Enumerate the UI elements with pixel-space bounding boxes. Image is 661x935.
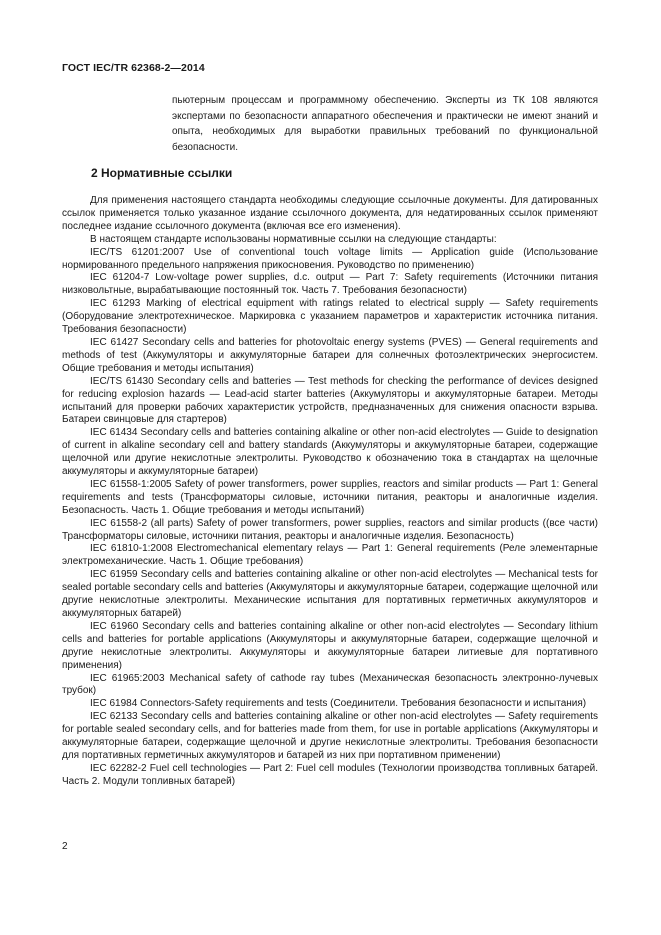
reference-item: IEC 61984 Connectors-Safety requirements and tests (Соединители. Требования безопасности и испытания) — [90, 698, 587, 710]
reference-item: IEC 61959 Secondary cells and batteries containing alkaline or other non-acid electrolytes — Mechanical tests for sealed portable secondary cells and batteries (Аккумуляторы и аккумуляторные батареи, содержащие щелочной или другие некислотные электролиты. Механические испытания для портативных герметичных аккумуляторов и аккумуляторных батарей) — [62, 569, 598, 619]
document-header: ГОСТ IEC/TR 62368-2—2014 — [62, 62, 205, 74]
reference-item: IEC 61965:2003 Mechanical safety of cathode ray tubes (Механическая безопасность электронно-лучевых трубок) — [62, 672, 598, 697]
section-title: 2 Нормативные ссылки — [91, 166, 233, 180]
reference-item: IEC 61558-2 (all parts) Safety of power transformers, power supplies, reactors and similar products ((все части) Трансформаторы силовые, источники питания, реакторы и аналогичные изделия. Безопасность) — [62, 517, 598, 542]
reference-item: IEC/TS 61430 Secondary cells and batteries — Test methods for checking the performance of devices designed for reducing explosion hazards — Lead-acid starter batteries (Аккумуляторы и аккумуляторные батареи. Методы испытаний для проверки рабочих характеристик устройств, предназначенных для снижения опасности взрыва. Батареи свинцовые для стартеров) — [62, 375, 598, 426]
reference-item: IEC 61427 Secondary cells and batteries for photovoltaic energy systems (PVES) — General requirements and methods of test (Аккумуляторы и аккумуляторные батареи для солнечных фотоэлектрических энергосистем. Общие требования и методы испытания) — [62, 336, 598, 374]
reference-item: IEC 61558-1:2005 Safety of power transformers, power supplies, reactors and similar products — Part 1: General requirements and tests (Трансформаторы силовые, источники питания, реакторы и аналогичные изделия. Безопасность. Часть 1. Общие требования и методы испытаний) — [62, 478, 598, 516]
paragraph-intro: Для применения настоящего стандарта необходимы следующие ссылочные документы. Для датированных ссылок применяется только указанное издание ссылочного документа, для недатированных ссылок применяют последнее издание ссылочного документа (включая все его изменения). — [62, 195, 598, 232]
reference-item: IEC 61960 Secondary cells and batteries containing alkaline or other non-acid electrolytes — Secondary lithium cells and batteries for portable applications (Аккумуляторы и аккумуляторные батареи, содержащие щелочной и другие некислотные электролиты. Аккумуляторы и аккумуляторные батареи литиевые для портативного применения) — [62, 620, 598, 671]
paragraph-intro-2: В настоящем стандарте использованы нормативные ссылки на следующие стандарты: — [90, 233, 497, 245]
reference-item: IEC 62133 Secondary cells and batteries containing alkaline or other non-acid electrolytes — Safety requirements for portable sealed secondary cells, and for batteries made from them, for use in portable applications (Аккумуляторы и аккумуляторные батареи, содержащие щелочной и другие некислотные электролиты. Требования безопасности для портативных герметичных аккумуляторов и батарей из них при портативном применении) — [62, 711, 598, 761]
intro-paragraph: пьютерным процессам и программному обеспечению. Эксперты из ТК 108 являются экспертами по безопасности аппаратного обеспечения и практически не имеют знаний и опыта, необходимых для выработки правильных требований по функциональной безопасности. — [172, 95, 598, 153]
reference-item: IEC 61434 Secondary cells and batteries containing alkaline or other non-acid electrolytes — Guide to designation of current in alkaline secondary cell and battery standards (Аккумуляторы и аккумуляторные батареи, содержащие щелочной или другие некислотные электролиты. Руководство к обозначению тока в стандартах на щелочные аккумуляторы и аккумуляторные батареи) — [62, 427, 598, 478]
reference-item: IEC/TS 61201:2007 Use of conventional touch voltage limits — Application guide (Использование нормированного предельного напряжения прикосновения. Руководство по применению) — [62, 246, 598, 271]
references-list — [62, 195, 598, 789]
reference-item: IEC 61810-1:2008 Electromechanical elementary relays — Part 1: General requirements (Реле элементарные электромеханические. Часть 1. Общие требования) — [62, 543, 598, 568]
reference-item: IEC 61204-7 Low-voltage power supplies, d.c. output — Part 7: Safety requirements (Источники питания низковольтные, вырабатывающие постоянный ток. Часть 7. Требования безопасности) — [62, 272, 598, 297]
page-number: 2 — [62, 841, 68, 852]
reference-item: IEC 62282-2 Fuel cell technologies — Part 2: Fuel cell modules (Технологии производства топливных батарей. Часть 2. Модули топливных батарей) — [62, 762, 598, 787]
reference-item: IEC 61293 Marking of electrical equipment with ratings related to electrical supply — Safety requirements (Оборудование электротехническое. Маркировка с указанием параметров и характеристик источника питания. Требования безопасности) — [62, 298, 598, 336]
